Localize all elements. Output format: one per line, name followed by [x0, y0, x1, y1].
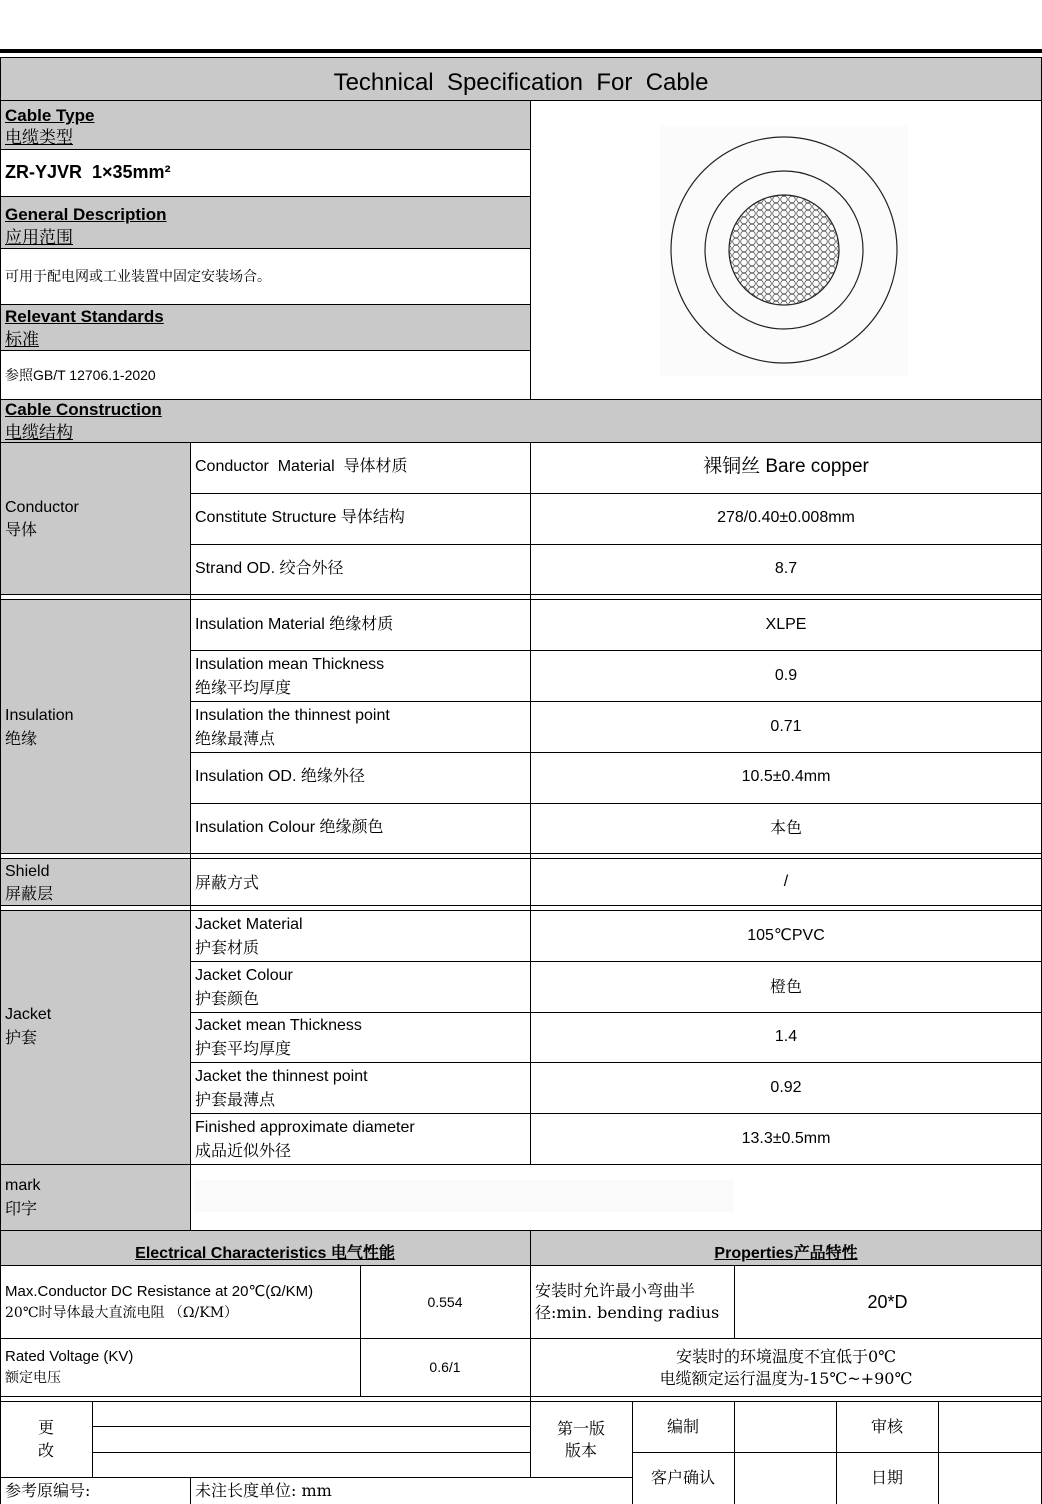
- properties-header: Properties产品特性: [714, 1245, 858, 1262]
- dc-resistance-value: 0.554: [427, 1294, 463, 1310]
- rated-voltage-label-en: Rated Voltage (KV): [5, 1348, 134, 1365]
- constitute-structure-value: 278/0.40±0.008mm: [717, 509, 855, 526]
- insulation-colour-label: Insulation Colour 绝缘颜色: [195, 819, 384, 836]
- shield-method-value: /: [783, 873, 789, 890]
- conductor-material-label: Conductor Material 导体材质: [195, 458, 408, 475]
- insulation-material-value: XLPE: [765, 616, 807, 633]
- relevant-standards-label-en: Relevant Standards: [5, 307, 164, 326]
- bending-radius-label-line1: 安装时允许最小弯曲半: [535, 1281, 696, 1300]
- version-label-line2: 版本: [564, 1441, 597, 1460]
- insulation-label-en: Insulation: [5, 707, 74, 724]
- dc-resistance-label-en: Max.Conductor DC Resistance at 20℃(Ω/KM): [5, 1283, 314, 1300]
- general-description-value: 可用于配电网或工业装置中固定安装场合。: [5, 269, 271, 285]
- jacket-colour-value: 橙色: [769, 977, 802, 996]
- relevant-standards-value: 参照GB/T 12706.1-2020: [5, 367, 156, 383]
- cable-cross-section-image: [660, 126, 908, 376]
- cable-construction-label-cn: 电缆结构: [5, 423, 73, 443]
- jacket-thinnest-label-cn: 护套最薄点: [195, 1090, 276, 1109]
- bending-radius-value: 20*D: [867, 1292, 908, 1312]
- insulation-mean-thickness-label-cn: 绝缘平均厚度: [195, 678, 292, 697]
- change-label-line2: 改: [37, 1441, 54, 1460]
- jacket-label-en: Jacket: [5, 1006, 52, 1023]
- insulation-thinnest-label-cn: 绝缘最薄点: [195, 729, 276, 748]
- version-label-line1: 第一版: [556, 1419, 605, 1438]
- cable-type-label-en: Cable Type: [5, 106, 95, 125]
- jacket-thinnest-value: 0.92: [770, 1079, 802, 1096]
- customer-confirm-label: 客户确认: [650, 1468, 715, 1487]
- insulation-od-value: 10.5±0.4mm: [741, 768, 831, 785]
- prepared-by-label: 编制: [666, 1417, 699, 1436]
- jacket-material-label-cn: 护套材质: [195, 938, 260, 957]
- shield-label-cn: 屏蔽层: [5, 884, 54, 903]
- rated-voltage-label-cn: 额定电压: [5, 1370, 61, 1386]
- insulation-colour-value: 本色: [769, 818, 802, 837]
- install-temperature-line2: 电缆额定运行温度为-15℃~+90℃: [659, 1369, 913, 1388]
- insulation-thinnest-value: 0.71: [770, 718, 802, 735]
- finished-diameter-label-cn: 成品近似外径: [195, 1141, 292, 1160]
- jacket-mean-thickness-label-cn: 护套平均厚度: [195, 1039, 292, 1058]
- insulation-thinnest-label-en: Insulation the thinnest point: [195, 707, 390, 724]
- insulation-mean-thickness-value: 0.9: [774, 667, 798, 684]
- jacket-mean-thickness-label-en: Jacket mean Thickness: [195, 1017, 362, 1034]
- cable-construction-label-en: Cable Construction: [5, 400, 162, 419]
- insulation-label-cn: 绝缘: [5, 729, 38, 748]
- jacket-material-value: 105℃PVC: [747, 927, 825, 944]
- shield-method-label: 屏蔽方式: [195, 873, 260, 892]
- rated-voltage-value: 0.6/1: [429, 1359, 461, 1375]
- bending-radius-label-line2: 径:min. bending radius: [535, 1303, 720, 1322]
- date-label: 日期: [870, 1468, 903, 1487]
- cable-type-label-cn: 电缆类型: [5, 128, 73, 148]
- insulation-material-label: Insulation Material 绝缘材质: [195, 616, 394, 633]
- strand-od-value: 8.7: [774, 560, 798, 577]
- strand-od-label: Strand OD. 绞合外径: [195, 560, 344, 577]
- page-title: Technical Specification For Cable: [333, 69, 709, 96]
- insulation-od-label: Insulation OD. 绝缘外径: [195, 768, 365, 785]
- conductor-material-value: 裸铜丝 Bare copper: [703, 456, 869, 477]
- jacket-label-cn: 护套: [5, 1028, 38, 1047]
- review-label: 审核: [870, 1417, 903, 1436]
- shield-label-en: Shield: [5, 863, 50, 880]
- jacket-colour-label-en: Jacket Colour: [195, 967, 293, 984]
- jacket-mean-thickness-value: 1.4: [774, 1028, 798, 1045]
- top-rule: [0, 49, 1042, 53]
- mark-label-cn: 印字: [5, 1199, 38, 1218]
- length-unit-note: 未注长度单位: mm: [195, 1481, 332, 1500]
- constitute-structure-label: Constitute Structure 导体结构: [195, 509, 405, 526]
- general-description-label-cn: 应用范围: [5, 228, 73, 248]
- reference-number-label: 参考原编号:: [5, 1481, 91, 1500]
- mark-label-en: mark: [5, 1177, 41, 1194]
- install-temperature-line1: 安装时的环境温度不宜低于0℃: [675, 1347, 897, 1366]
- change-label-line1: 更: [37, 1418, 54, 1437]
- finished-diameter-value: 13.3±0.5mm: [741, 1130, 831, 1147]
- finished-diameter-label-en: Finished approximate diameter: [195, 1119, 415, 1136]
- relevant-standards-label-cn: 标准: [5, 330, 39, 350]
- conductor-label-cn: 导体: [5, 520, 38, 539]
- insulation-mean-thickness-label-en: Insulation mean Thickness: [195, 656, 385, 673]
- general-description-label-en: General Description: [5, 205, 167, 224]
- electrical-header: Electrical Characteristics 电气性能: [135, 1245, 395, 1262]
- jacket-material-label-en: Jacket Material: [195, 916, 303, 933]
- jacket-colour-label-cn: 护套颜色: [195, 989, 260, 1008]
- mark-print-area: [195, 1180, 733, 1212]
- conductor-label-en: Conductor: [5, 499, 79, 516]
- cable-type-value: ZR-YJVR 1×35mm²: [5, 162, 171, 182]
- dc-resistance-label-cn: 20℃时导体最大直流电阻 （Ω/KM）: [5, 1305, 239, 1321]
- jacket-thinnest-label-en: Jacket the thinnest point: [195, 1068, 368, 1085]
